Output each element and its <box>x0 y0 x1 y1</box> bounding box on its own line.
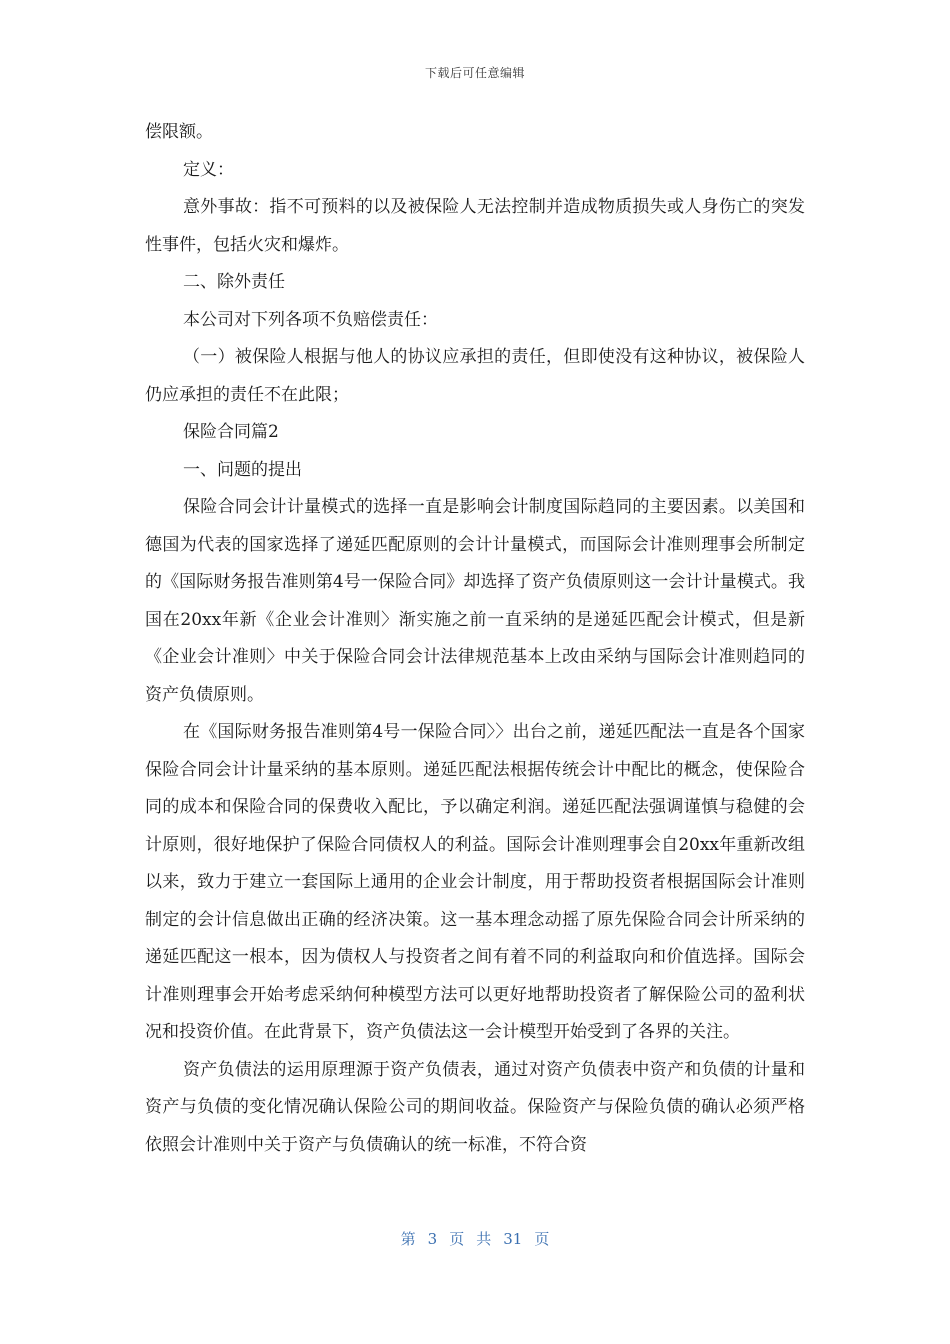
page-header: 下载后可任意编辑 <box>424 66 525 80</box>
paragraph-9: 保险合同会计计量模式的选择一直是影响会计制度国际趋同的主要因素。以美国和德国为代表的国家选择了递延匹配原则的会计计量模式，而国际会计准则理事会所制定的《国际财务报告准则第4号一保险合同》却选择了资产负债原则这一会计计量模式。我国在20xx年新《企业会计准则〉渐实施之前一直采纳的是递延匹配会计模式，但是新《企业会计准则〉中关于保险合同会计法律规范基本上改由采纳与国际会计准则趋同的资产负债原则。 <box>145 497 805 705</box>
footer-label-mid: 页 <box>449 1230 465 1248</box>
paragraph-3: 意外事故：指不可预料的以及被保险人无法控制并造成物质损失或人身伤亡的突发性事件，包括火灾和爆炸。 <box>145 197 805 255</box>
section-heading-problem: 一、问题的提出 <box>183 459 302 480</box>
paragraph-2: 定义： <box>183 159 234 180</box>
paragraph-5: 本公司对下列各项不负赔偿责任： <box>183 309 438 330</box>
footer-current-page: 3 <box>427 1230 438 1248</box>
footer-label-total: 共 <box>476 1230 492 1248</box>
footer-total-pages: 31 <box>503 1230 523 1248</box>
paragraph-6: （一）被保险人根据与他人的协议应承担的责任，但即使没有这种协议，被保险人仍应承担的责任不在此限； <box>145 347 805 405</box>
paragraph-1: 偿限额。 <box>145 122 213 142</box>
section-heading-exclusions: 二、除外责任 <box>183 272 285 292</box>
page-footer <box>0 1228 950 1249</box>
footer-label-page: 第 <box>400 1230 416 1248</box>
paragraph-10: 在《国际财务报告准则第4号一保险合同〉〉出台之前，递延匹配法一直是各个国家保险合同会计计量采纳的基本原则。递延匹配法根据传统会计中配比的概念，使保险合同的成本和保险合同的保费收入配比，予以确定利润。递延匹配法强调谨慎与稳健的会计原则，很好地保护了保险合同债权人的利益。国际会计准则理事会自20xx年重新改组以来，致力于建立一套国际上通用的企业会计制度，用于帮助投资者根据国际会计准则制定的会计信息做出正确的经济决策。这一基本理念动摇了原先保险合同会计所采纳的递延匹配这一根本，因为债权人与投资者之间有着不同的利益取向和价值选择。国际会计准则理事会开始考虑采纳何种模型方法可以更好地帮助投资者了解保险公司的盈利状况和投资价值。在此背景下，资产负债法这一会计模型开始受到了各界的关注。 <box>145 722 805 1042</box>
article-title: 保险合同篇2 <box>183 422 279 442</box>
footer-label-end: 页 <box>534 1230 550 1248</box>
document-body <box>145 114 805 1164</box>
paragraph-11: 资产负债法的运用原理源于资产负债表，通过对资产负债表中资产和负债的计量和资产与负债的变化情况确认保险公司的期间收益。保险资产与保险负债的确认必须严格依照会计准则中关于资产与负债确认的统一标准，不符合资 <box>145 1059 805 1155</box>
